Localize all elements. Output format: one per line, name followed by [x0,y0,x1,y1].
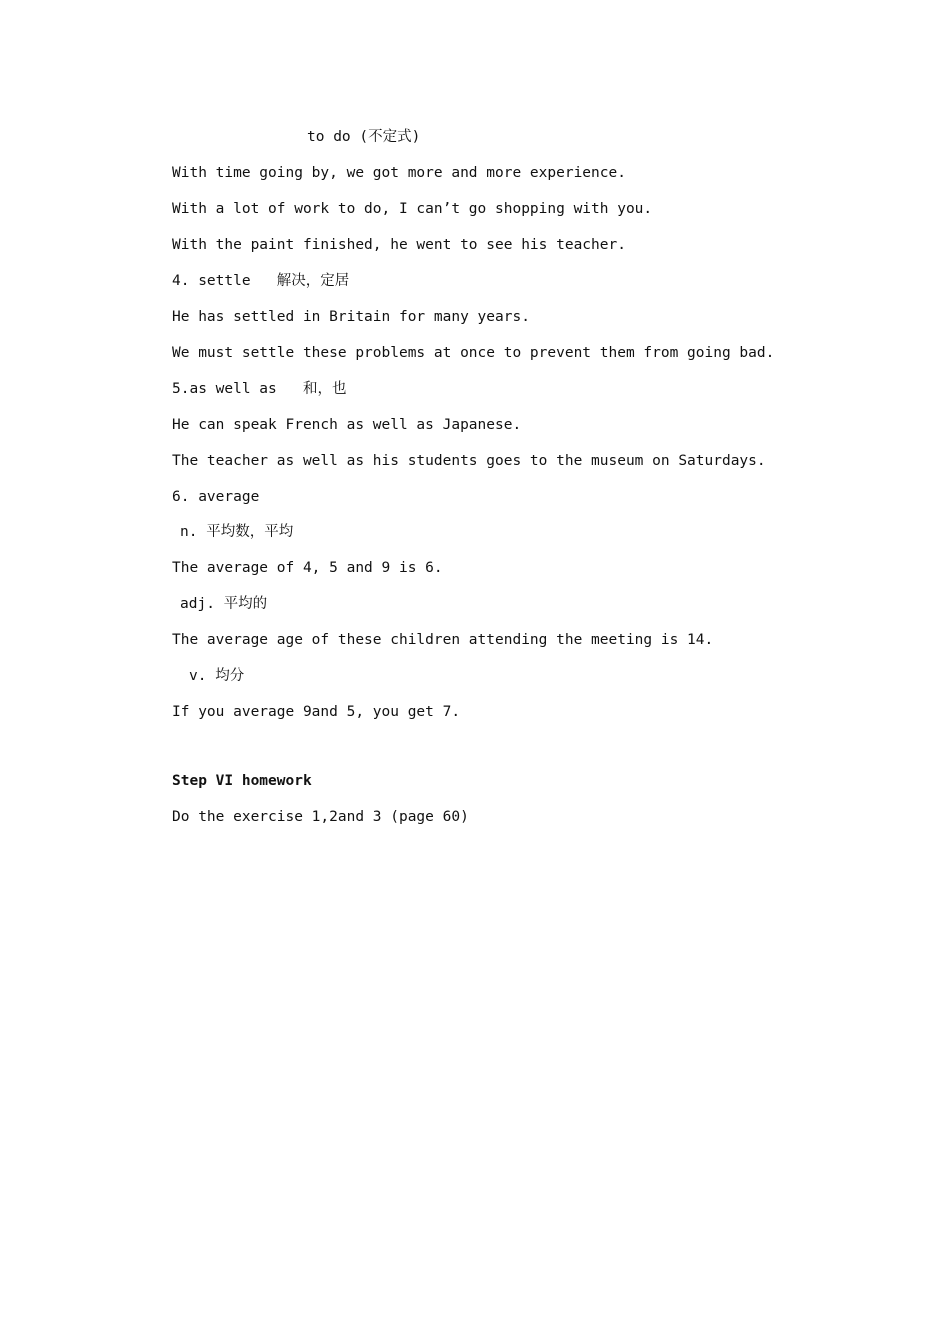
text-line: 6. average [172,489,260,505]
text-line: With the paint finished, he went to see his teacher. [172,237,626,253]
text-line: The teacher as well as his students goes to the museum on Saturdays. [172,453,766,469]
section-heading: Step VI homework [172,773,312,789]
text-line: He has settled in Britain for many years. [172,309,530,325]
text-line: Do the exercise 1,2and 3 (page 60) [172,809,469,825]
text-line: to do (不定式) [307,129,421,145]
text-line: 5.as well as 和，也 [172,381,347,397]
text-line: With a lot of work to do, I can’t go shopping with you. [172,201,653,217]
text-line: He can speak French as well as Japanese. [172,417,522,433]
text-line: n. 平均数，平均 [180,524,294,540]
text-line: The average of 4, 5 and 9 is 6. [172,560,443,576]
text-line: The average age of these children attending the meeting is 14. [172,632,714,648]
text-line: v. 均分 [189,668,245,684]
text-line: With time going by, we got more and more experience. [172,165,626,181]
text-line: If you average 9and 5, you get 7. [172,704,461,720]
text-line: adj. 平均的 [180,596,268,612]
text-line: We must settle these problems at once to prevent them from going bad. [172,345,775,361]
text-line: 4. settle 解决，定居 [172,273,350,289]
